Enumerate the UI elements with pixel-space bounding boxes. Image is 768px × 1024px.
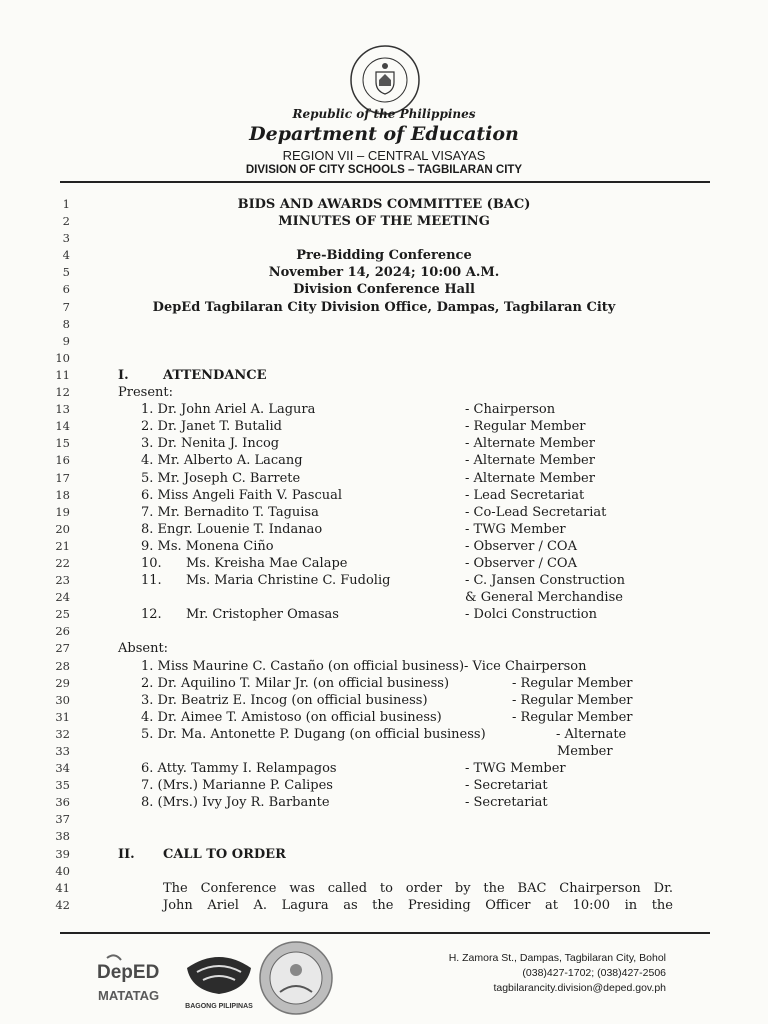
line-number: 31 [55,709,70,724]
line-text: Absent: [118,641,169,657]
line-number: 1 [62,197,70,211]
line-text: 5. Dr. Ma. Antonette P. Dugang (on official business) [141,726,486,742]
division-seal-logo [258,940,334,1016]
header-divider [60,181,710,183]
minutes-line [0,897,768,914]
line-text: - Secretariat [465,795,548,811]
line-text: John Ariel A. Lagura as the Presiding Officer at 10:00 in the [163,897,673,913]
line-text: 7. Mr. Bernadito T. Taguisa [141,504,319,520]
line-number: 13 [55,402,70,417]
minutes-line [0,470,768,487]
office-address: H. Zamora St., Dampas, Tagbilaran City, Bohol [448,952,666,964]
matatag-wordmark: MATATAG [98,988,160,1003]
line-text: 12. [141,607,162,623]
line-text: 3. Dr. Beatriz E. Incog (on official business) [141,692,428,708]
region-line: REGION VII – CENTRAL VISAYAS [282,148,486,163]
minutes-line [0,863,768,880]
minutes-line [0,418,768,435]
division-line: DIVISION OF CITY SCHOOLS – TAGBILARAN CITY [245,164,523,176]
line-text: Ms. Maria Christine C. Fudolig [186,573,391,589]
line-text: 5. Mr. Joseph C. Barrete [141,470,301,486]
line-text: 2. Dr. Aquilino T. Milar Jr. (on official business) [141,675,450,691]
office-phone: (038)427-1702; (038)427-2506 [522,967,666,979]
line-number: 37 [55,812,70,827]
line-text: 7. (Mrs.) Marianne P. Calipes [141,778,333,794]
minutes-line [0,572,768,589]
deped-wordmark: DepED [97,962,160,983]
line-number: 19 [55,504,70,519]
heading-text: Pre-Bidding Conference [296,248,472,264]
line-number: 27 [55,641,70,656]
minutes-line [0,589,768,606]
deped-seal-logo [349,44,421,116]
line-number: 30 [55,692,70,707]
line-number: 20 [55,521,70,536]
line-text: 2. Dr. Janet T. Butalid [141,419,282,435]
minutes-line [0,230,768,247]
line-text: - Chairperson [465,402,556,418]
line-number: 8 [62,316,70,331]
line-text: - Alternate Member [465,436,595,452]
line-number: 12 [55,385,70,400]
minutes-line [0,452,768,469]
line-text: Mr. Cristopher Omasas [186,607,339,623]
minutes-line [0,709,768,726]
line-text: CALL TO ORDER [163,846,286,862]
line-text: & General Merchandise [465,590,623,606]
line-text: The Conference was called to order by the BAC Chairperson Dr. [163,880,673,896]
line-number: 4 [62,248,70,263]
minutes-line [0,675,768,692]
minutes-body [0,196,768,914]
footer-divider [60,932,710,934]
line-number: 39 [55,846,70,861]
minutes-line [0,350,768,367]
line-number: 18 [55,487,70,502]
line-number: 38 [55,829,70,844]
minutes-line [0,846,768,863]
minutes-line [0,384,768,401]
line-number: 35 [55,778,70,793]
minutes-line [0,658,768,675]
line-number: 23 [55,573,70,588]
minutes-line [0,538,768,555]
line-text: - Co-Lead Secretariat [465,504,607,520]
line-text: - Observer / COA [465,555,577,571]
line-text: - TWG Member [465,521,566,537]
line-text: - Alternate [556,726,627,742]
minutes-line [0,623,768,640]
bagong-pilipinas-text: BAGONG PILIPINAS [185,1003,253,1010]
minutes-line [0,281,768,298]
line-text: Present: [118,385,173,401]
minutes-line [0,640,768,657]
line-text: - TWG Member [465,761,566,777]
line-text: 4. Dr. Aimee T. Amistoso (on official business) [141,709,442,725]
minutes-line [0,794,768,811]
line-text: 3. Dr. Nenita J. Incog [141,436,280,452]
minutes-line [0,299,768,316]
line-number: 28 [55,658,70,673]
minutes-line [0,555,768,572]
minutes-line [0,333,768,350]
bagong-pilipinas-logo [183,946,255,1012]
minutes-line [0,264,768,281]
line-number: 32 [55,726,70,741]
minutes-line [0,777,768,794]
line-number: 9 [62,333,70,348]
line-number: 41 [55,880,70,895]
line-text: Member [557,744,613,759]
minutes-line [0,247,768,264]
minutes-line [0,692,768,709]
line-text: 10. [141,555,162,571]
minutes-line [0,521,768,538]
minutes-line [0,487,768,504]
line-number: 7 [62,299,70,314]
line-number: 21 [55,538,70,553]
line-number: 11 [55,367,70,382]
minutes-line [0,606,768,623]
line-text: ATTENDANCE [163,367,267,383]
line-text: 8. Engr. Louenie T. Indanao [141,521,323,537]
line-text: I. [118,367,129,383]
line-text: 6. Atty. Tammy I. Relampagos [141,761,337,777]
line-text: - Regular Member [465,419,586,435]
minutes-line [0,811,768,828]
line-number: 6 [62,282,70,297]
office-contact [449,951,666,996]
heading-text: Division Conference Hall [293,282,475,298]
heading-text: DepEd Tagbilaran City Division Office, Dampas, Tagbilaran City [152,299,616,315]
line-text: - Secretariat [465,778,548,794]
line-text: - Dolci Construction [465,607,597,623]
line-text: 9. Ms. Monena Ciño [141,538,274,554]
minutes-line [0,367,768,384]
department-title: Department of Education [249,123,519,145]
line-number: 14 [55,419,70,434]
line-number: 36 [55,795,70,810]
minutes-line [0,743,768,760]
minutes-line [0,435,768,452]
line-number: 26 [55,624,70,639]
line-text: 11. [141,573,162,589]
minutes-line [0,213,768,230]
minutes-line [0,401,768,418]
line-text: 4. Mr. Alberto A. Lacang [141,453,303,469]
line-text: - C. Jansen Construction [465,573,625,589]
line-number: 33 [55,744,70,758]
heading-text: BIDS AND AWARDS COMMITTEE (BAC) [237,197,531,212]
line-number: 42 [55,897,70,912]
line-number: 34 [55,761,70,776]
line-number: 3 [62,231,70,246]
line-text: - Alternate Member [465,453,595,469]
heading-text: November 14, 2024; 10:00 A.M. [268,265,500,281]
minutes-line [0,726,768,743]
line-text: - Observer / COA [465,538,577,554]
line-text: II. [118,846,135,862]
minutes-line [0,504,768,521]
minutes-line [0,880,768,897]
line-text: 8. (Mrs.) Ivy Joy R. Barbante [141,795,330,811]
line-number: 10 [55,350,70,365]
line-number: 2 [62,214,70,229]
line-text: - Regular Member [512,692,633,708]
heading-text: MINUTES OF THE MEETING [278,214,490,230]
line-text: - Alternate Member [465,470,595,486]
line-number: 16 [55,453,70,468]
line-text: - Regular Member [512,709,633,725]
line-text: - Lead Secretariat [465,487,585,503]
line-text: 1. Dr. John Ariel A. Lagura [141,402,316,418]
line-number: 15 [55,436,70,451]
line-number: 22 [55,555,70,570]
line-number: 29 [55,675,70,690]
line-number: 25 [55,607,70,622]
republic-line: Republic of the Philippines [292,107,476,121]
minutes-line [0,828,768,845]
line-text: 6. Miss Angeli Faith V. Pascual [141,487,343,503]
line-number: 40 [55,863,70,878]
line-text: - Regular Member [512,675,633,691]
minutes-line [0,760,768,777]
minutes-line [0,316,768,333]
deped-matatag-logo [95,952,175,1008]
line-number: 24 [55,590,70,605]
office-email[interactable]: tagbilarancity.division@deped.gov.ph [493,982,666,994]
line-text: Ms. Kreisha Mae Calape [186,555,348,571]
line-number: 5 [62,265,70,280]
line-text: 1. Miss Maurine C. Castaño (on official business)- Vice Chairperson [141,658,587,674]
line-number: 17 [55,470,70,485]
minutes-line [0,196,768,213]
